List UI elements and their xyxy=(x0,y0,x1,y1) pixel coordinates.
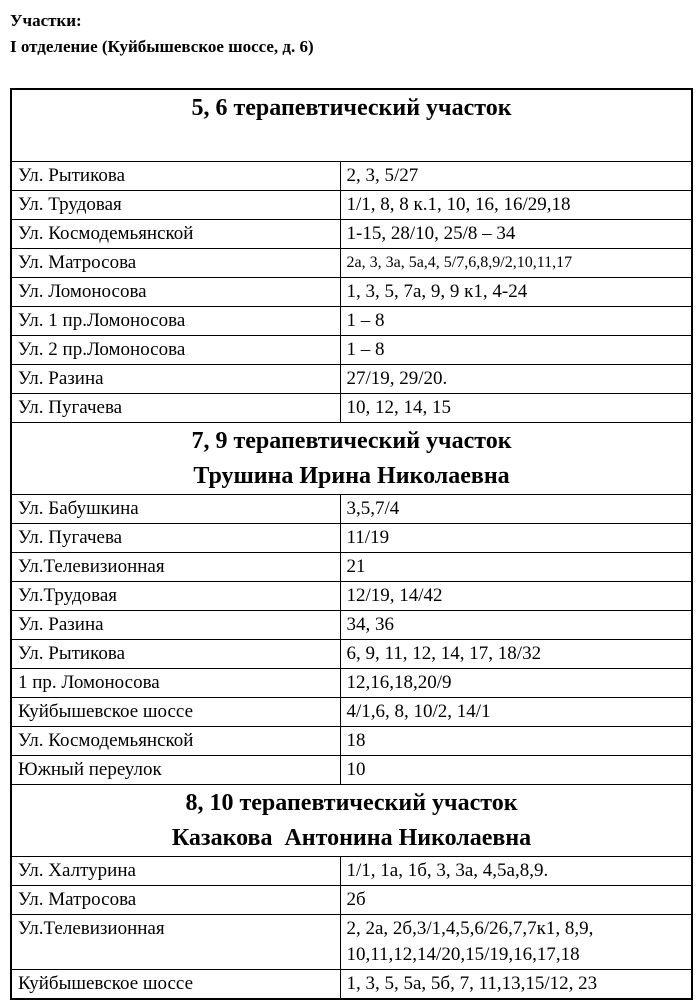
street-row xyxy=(11,611,692,640)
house-numbers-cell: 18 xyxy=(340,727,692,756)
street-name-cell: Ул. Матросова xyxy=(11,886,340,915)
house-numbers-cell: 6, 9, 11, 12, 14, 17, 18/32 xyxy=(340,640,692,669)
street-row xyxy=(11,191,692,220)
street-name-cell: Ул. Пугачева xyxy=(11,524,340,553)
street-row xyxy=(11,640,692,669)
section-header-row xyxy=(11,423,692,495)
street-name-cell: Ул.Трудовая xyxy=(11,582,340,611)
page-header xyxy=(0,0,700,60)
street-row xyxy=(11,249,692,278)
house-numbers-cell: 4/1,6, 8, 10/2, 14/1 xyxy=(340,698,692,727)
street-row xyxy=(11,365,692,394)
street-row xyxy=(11,553,692,582)
section-header-line: 7, 9 терапевтический участок xyxy=(191,428,512,454)
house-numbers-cell: 2, 2а, 2б,3/1,4,5,6/26,7,7к1, 8,9, 10,11,12,14/20,15/19,16,17,18 xyxy=(340,915,692,970)
street-row xyxy=(11,220,692,249)
section-header-line: Казакова Антонина Николаевна xyxy=(171,825,532,851)
street-name-cell: Ул. Ломоносова xyxy=(11,278,340,307)
street-name-cell: Ул. Трудовая xyxy=(11,191,340,220)
house-numbers-cell: 21 xyxy=(340,553,692,582)
street-name-cell: Ул. Разина xyxy=(11,365,340,394)
street-row xyxy=(11,698,692,727)
street-name-cell: Ул. Рытикова xyxy=(11,162,340,191)
districts-table xyxy=(10,88,693,1000)
street-name-cell: Ул. Пугачева xyxy=(11,394,340,423)
street-row xyxy=(11,524,692,553)
street-name-cell: Ул. Халтурина xyxy=(11,857,340,886)
street-name-cell: Ул.Телевизионная xyxy=(11,915,340,970)
house-numbers-cell: 1 – 8 xyxy=(340,307,692,336)
street-row xyxy=(11,336,692,365)
street-row xyxy=(11,582,692,611)
street-name-cell: Куйбышевское шоссе xyxy=(11,698,340,727)
street-name-cell: Ул. Матросова xyxy=(11,249,340,278)
house-numbers-cell: 12,16,18,20/9 xyxy=(340,669,692,698)
street-row xyxy=(11,307,692,336)
street-row xyxy=(11,495,692,524)
street-row xyxy=(11,669,692,698)
street-name-cell: Ул.Телевизионная xyxy=(11,553,340,582)
house-numbers-cell: 34, 36 xyxy=(340,611,692,640)
house-numbers-cell: 1/1, 1а, 1б, 3, 3а, 4,5а,8,9. xyxy=(340,857,692,886)
street-name-cell: Ул. 1 пр.Ломоносова xyxy=(11,307,340,336)
section-header-row xyxy=(11,785,692,857)
street-row xyxy=(11,857,692,886)
house-numbers-cell: 10, 12, 14, 15 xyxy=(340,394,692,423)
street-row xyxy=(11,727,692,756)
street-name-cell: 1 пр. Ломоносова xyxy=(11,669,340,698)
house-numbers-cell: 3,5,7/4 xyxy=(340,495,692,524)
street-name-cell: Ул. Космодемьянской xyxy=(11,220,340,249)
street-row xyxy=(11,162,692,191)
house-numbers-cell: 1, 3, 5, 5а, 5б, 7, 11,13,15/12, 23 xyxy=(340,970,692,1000)
street-name-cell: Ул. Разина xyxy=(11,611,340,640)
street-name-cell: Ул. Бабушкина xyxy=(11,495,340,524)
street-name-cell: Ул. Космодемьянской xyxy=(11,727,340,756)
house-numbers-cell: 1, 3, 5, 7а, 9, 9 к1, 4-24 xyxy=(340,278,692,307)
street-name-cell: Ул. Рытикова xyxy=(11,640,340,669)
section-header xyxy=(11,423,692,495)
street-row xyxy=(11,970,692,1000)
house-numbers-cell: 1-15, 28/10, 25/8 – 34 xyxy=(340,220,692,249)
page-title: Участки: xyxy=(10,11,82,30)
section-header-line: 8, 10 терапевтический участок xyxy=(185,790,518,816)
street-name-cell: Южный переулок xyxy=(11,756,340,785)
districts-table-body xyxy=(11,89,692,999)
house-numbers-cell: 12/19, 14/42 xyxy=(340,582,692,611)
house-numbers-cell: 27/19, 29/20. xyxy=(340,365,692,394)
house-numbers-cell: 1/1, 8, 8 к.1, 10, 16, 16/29,18 xyxy=(340,191,692,220)
house-numbers-cell: 2а, 3, 3а, 5а,4, 5/7,6,8,9/2,10,11,17 xyxy=(340,249,692,278)
section-header xyxy=(11,89,692,162)
street-row xyxy=(11,278,692,307)
section-header-row xyxy=(11,89,692,162)
house-numbers-cell: 10 xyxy=(340,756,692,785)
house-numbers-cell: 2б xyxy=(340,886,692,915)
street-row xyxy=(11,915,692,970)
street-name-cell: Ул. 2 пр.Ломоносова xyxy=(11,336,340,365)
section-header-line: Трушина Ирина Николаевна xyxy=(193,463,510,489)
section-header-line: 5, 6 терапевтический участок xyxy=(191,95,512,121)
house-numbers-cell: 2, 3, 5/27 xyxy=(340,162,692,191)
section-header xyxy=(11,785,692,857)
page-subtitle: I отделение (Куйбышевское шоссе, д. 6) xyxy=(10,37,314,56)
street-row xyxy=(11,756,692,785)
house-numbers-cell: 11/19 xyxy=(340,524,692,553)
street-name-cell: Куйбышевское шоссе xyxy=(11,970,340,1000)
street-row xyxy=(11,886,692,915)
house-numbers-cell: 1 – 8 xyxy=(340,336,692,365)
street-row xyxy=(11,394,692,423)
